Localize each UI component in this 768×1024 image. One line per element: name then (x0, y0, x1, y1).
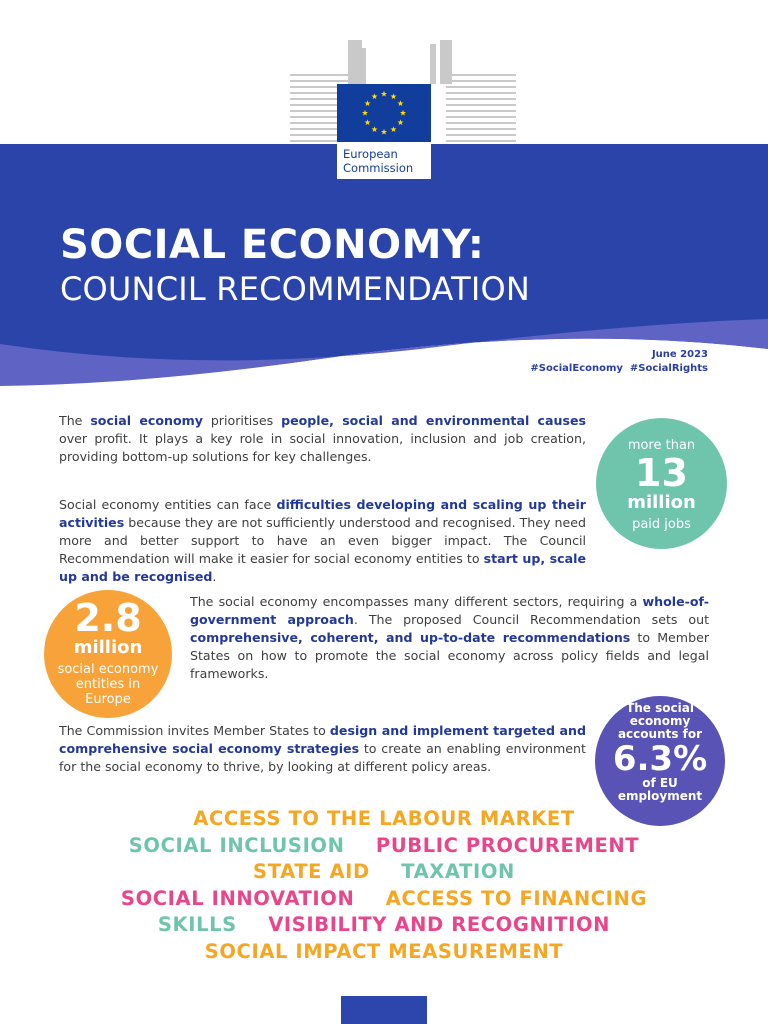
stat-employment-share: The social economy accounts for 6.3% of EU employment (595, 696, 725, 826)
publication-date: June 2023 (651, 349, 708, 360)
policy-row (0, 859, 768, 886)
policy-row (0, 912, 768, 939)
page-title: SOCIAL ECONOMY: (60, 222, 485, 268)
stat-entities: 2.8 million social economy entities in Europe (44, 590, 172, 718)
publication-meta (530, 348, 708, 376)
policy-area-tag: SKILLS (157, 913, 237, 936)
commission-wordmark: European Commission (343, 147, 414, 175)
footer-bar (341, 996, 427, 1024)
recommendation-paragraph: The social economy encompasses many different sectors, requiring a whole-of-government approach. The proposed Council Recommendation sets out comprehensive, coherent, and up-to-date recommendations to Member States on how to promote the social economy across policy fields and legal frameworks. (190, 594, 710, 681)
intro-paragraph: The social economy prioritises people, social and environmental causes over profit. It plays a key role in social innovation, inclusion and job creation, providing bottom-up solutions for key challenges. (59, 413, 586, 464)
policy-area-tag: ACCESS TO FINANCING (385, 886, 648, 910)
stat-paid-jobs: more than 13 million paid jobs (596, 418, 727, 549)
page-subtitle: COUNCIL RECOMMENDATION (60, 270, 531, 308)
policy-area-tag: VISIBILITY AND RECOGNITION (268, 913, 611, 936)
policy-area-tag: SOCIAL INCLUSION (128, 833, 345, 857)
policy-row (0, 806, 768, 833)
hashtags: #SocialEconomy #SocialRights (530, 363, 708, 374)
challenges-paragraph: Social economy entities can face difficulties developing and scaling up their activities because they are not sufficiently understood and recognised. They need more and better support to have an even bigger impact. The Council Recommendation will make it easier for social economy entities to start up, scale up and be recognised. (59, 497, 586, 584)
policy-area-tag: ACCESS TO THE LABOUR MARKET (193, 807, 575, 830)
eu-flag-icon (337, 84, 431, 142)
policy-area-tag: SOCIAL INNOVATION (120, 886, 355, 910)
policy-row (0, 833, 768, 860)
policy-areas (0, 806, 768, 965)
policy-row (0, 886, 768, 913)
policy-area-tag: PUBLIC PROCUREMENT (375, 833, 640, 857)
strategies-paragraph: The Commission invites Member States to design and implement targeted and comprehensive social economy strategies to create an enabling environment for the social economy to thrive, by looking at different policy areas. (59, 723, 586, 774)
policy-area-tag: SOCIAL IMPACT MEASUREMENT (204, 939, 564, 963)
policy-area-tag: TAXATION (401, 860, 515, 883)
policy-row (0, 939, 768, 966)
policy-area-tag: STATE AID (253, 860, 370, 883)
